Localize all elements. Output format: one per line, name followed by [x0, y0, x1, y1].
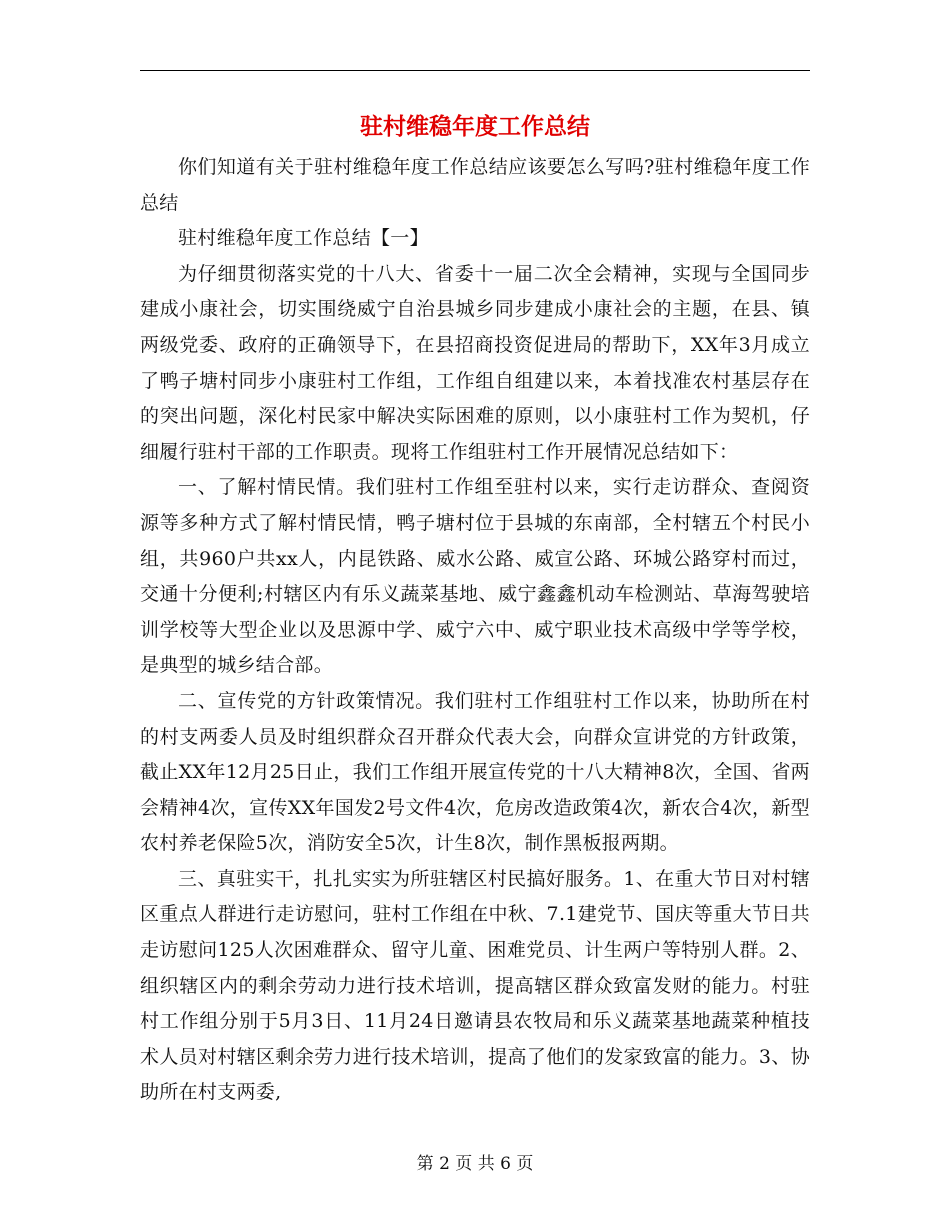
- body-paragraph: 二、宣传党的方针政策情况。我们驻村工作组驻村工作以来，协助所在村的村支两委人员及时组织群众召开群众代表大会，向群众宣讲党的方针政策，截止XX年12月25日止，我们工作组开展宣传党的十八大精神8次，全国、省两会精神4次，宣传XX年国发2号文件4次，危房改造政策4次，新农合4次，新型农村养老保险5次，消防安全5次，计生8次，制作黑板报两期。: [140, 689, 810, 855]
- body-paragraph: 为仔细贯彻落实党的十八大、省委十一届二次全会精神，实现与全国同步建成小康社会，切实围绕威宁自治县城乡同步建成小康社会的主题，在县、镇两级党委、政府的正确领导下，在县招商投资促进局的帮助下，XX年3月成立了鸭子塘村同步小康驻村工作组，工作组自组建以来，本着找准农村基层存在的突出问题，深化村民家中解决实际困难的原则，以小康驻村工作为契机，仔细履行驻村干部的工作职责。现将工作组驻村工作开展情况总结如下：: [140, 262, 810, 463]
- intro-paragraph: 你们知道有关于驻村维稳年度工作总结应该要怎么写吗?驻村维稳年度工作总结: [140, 156, 810, 214]
- section-heading: 驻村维稳年度工作总结【一】: [178, 227, 429, 250]
- header-rule: [140, 70, 810, 71]
- body-paragraph: 一、了解村情民情。我们驻村工作组至驻村以来，实行走访群众、查阅资源等多种方式了解村情民情，鸭子塘村位于县城的东南部，全村辖五个村民小组，共960户共xx人，内昆铁路、威水公路、威宣公路、环城公路穿村而过，交通十分便利;村辖区内有乐义蔬菜基地、威宁鑫鑫机动车检测站、草海驾驶培训学校等大型企业以及思源中学、威宁六中、威宁职业技术高级中学等学校，是典型的城乡结合部。: [140, 476, 810, 677]
- document-body: [140, 150, 810, 1111]
- page-number: 第 2 页 共 6 页: [416, 1154, 534, 1174]
- body-paragraph: 三、真驻实干，扎扎实实为所驻辖区村民搞好服务。1、在重大节日对村辖区重点人群进行走访慰问，驻村工作组在中秋、7.1建党节、国庆等重大节日共走访慰问125人次困难群众、留守儿童、困难党员、计生两户等特别人群。2、组织辖区内的剩余劳动力进行技术培训，提高辖区群众致富发财的能力。村驻村工作组分别于5月3日、11月24日邀请县农牧局和乐义蔬菜基地蔬菜种植技术人员对村辖区剩余劳力进行技术培训，提高了他们的发家致富的能力。3、协助所在村支两委,: [140, 867, 810, 1104]
- document-title: 驻村维稳年度工作总结: [360, 113, 590, 140]
